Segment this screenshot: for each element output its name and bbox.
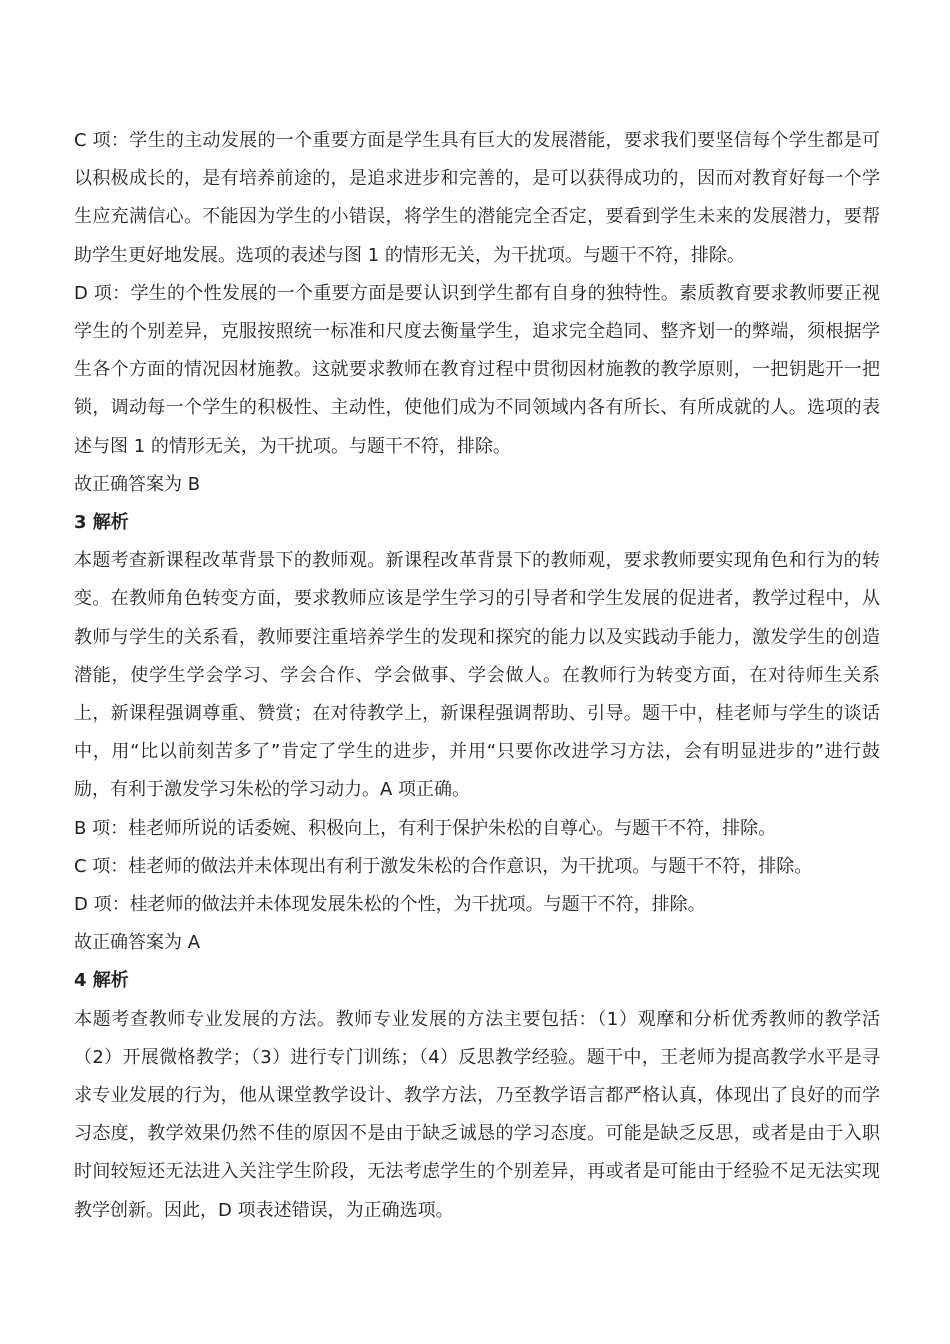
answer-line: 故正确答案为 B bbox=[74, 473, 201, 495]
paragraph-analysis-3: 本题考查新课程改革背景下的教师观。新课程改革背景下的教师观，要求教师要实现角色和行为的转变。在教师角色转变方面，要求教师应该是学生学习的引导者和学生发展的促进者，教学过程中，从教师与学生的关系看，教师要注重培养学生的发现和探究的能力以及实践动手能力，激发学生的创造潜能，使学生学会学习、学会合作、学会做事、学会做人。在教师行为转变方面，在对待师生关系上，新课程强调尊重、赞赏；在对待教学上，新课程强调帮助、引导。题干中，桂老师与学生的谈话中，用“比以前刻苦多了”肯定了学生的进步，并用“只要你改进学习方法，会有明显进步的”进行鼓励，有利于激发学习朱松的学习动力。A 项正确。 bbox=[74, 550, 880, 801]
section-heading-3: 3 解析 bbox=[74, 512, 129, 534]
paragraph-option-c: C 项：学生的主动发展的一个重要方面是学生具有巨大的发展潜能，要求我们要坚信每个学生都是可以积极成长的，是有培养前途的，是追求进步和完善的，是可以获得成功的，因而对教育好每一个学生应充满信心。不能因为学生的小错误，将学生的潜能完全否定，要看到学生未来的发展潜力，要帮助学生更好地发展。选项的表述与图 1 的情形无关，为干扰项。与题干不符，排除。 bbox=[74, 130, 880, 266]
paragraph-analysis-4: 本题考查教师专业发展的方法。教师专业发展的方法主要包括：（1）观摩和分析优秀教师的教学活（2）开展微格教学；（3）进行专门训练；（4）反思教学经验。题干中，王老师为提高教学水平是寻求专业发展的行为，他从课堂教学设计、教学方法，乃至教学语言都严格认真，体现出了良好的而学习态度，教学效果仍然不佳的原因不是由于缺乏诚恳的学习态度。可能是缺乏反思，或者是由于入职时间较短还无法进入关注学生阶段，无法考虑学生的个别差异，再或者是可能由于经验不足无法实现教学创新。因此，D 项表述错误，为正确选项。 bbox=[74, 1008, 880, 1221]
paragraph-option-d: D 项：学生的个性发展的一个重要方面是要认识到学生都有自身的独特性。素质教育要求教师要正视学生的个别差异，克服按照统一标准和尺度去衡量学生，追求完全趋同、整齐划一的弊端，须根据学生各个方面的情况因材施教。这就要求教师在教育过程中贯彻因材施教的教学原则，一把钥匙开一把锁，调动每一个学生的积极性、主动性，使他们成为不同领域内各有所长、有所成就的人。选项的表述与图 1 的情形无关，为干扰项。与题干不符，排除。 bbox=[74, 282, 880, 457]
answer-line: 故正确答案为 A bbox=[74, 932, 201, 954]
document-body bbox=[74, 122, 880, 1230]
section-heading-4: 4 解析 bbox=[74, 970, 129, 992]
paragraph-option-d: D 项：桂老师的做法并未体现发展朱松的个性，为干扰项。与题干不符，排除。 bbox=[74, 894, 706, 916]
paragraph-option-c: C 项：桂老师的做法并未体现出有利于激发朱松的合作意识，为干扰项。与题干不符，排除。 bbox=[74, 855, 813, 877]
paragraph-option-b: B 项：桂老师所说的话委婉、积极向上，有利于保护朱松的自尊心。与题干不符，排除。 bbox=[74, 817, 777, 839]
